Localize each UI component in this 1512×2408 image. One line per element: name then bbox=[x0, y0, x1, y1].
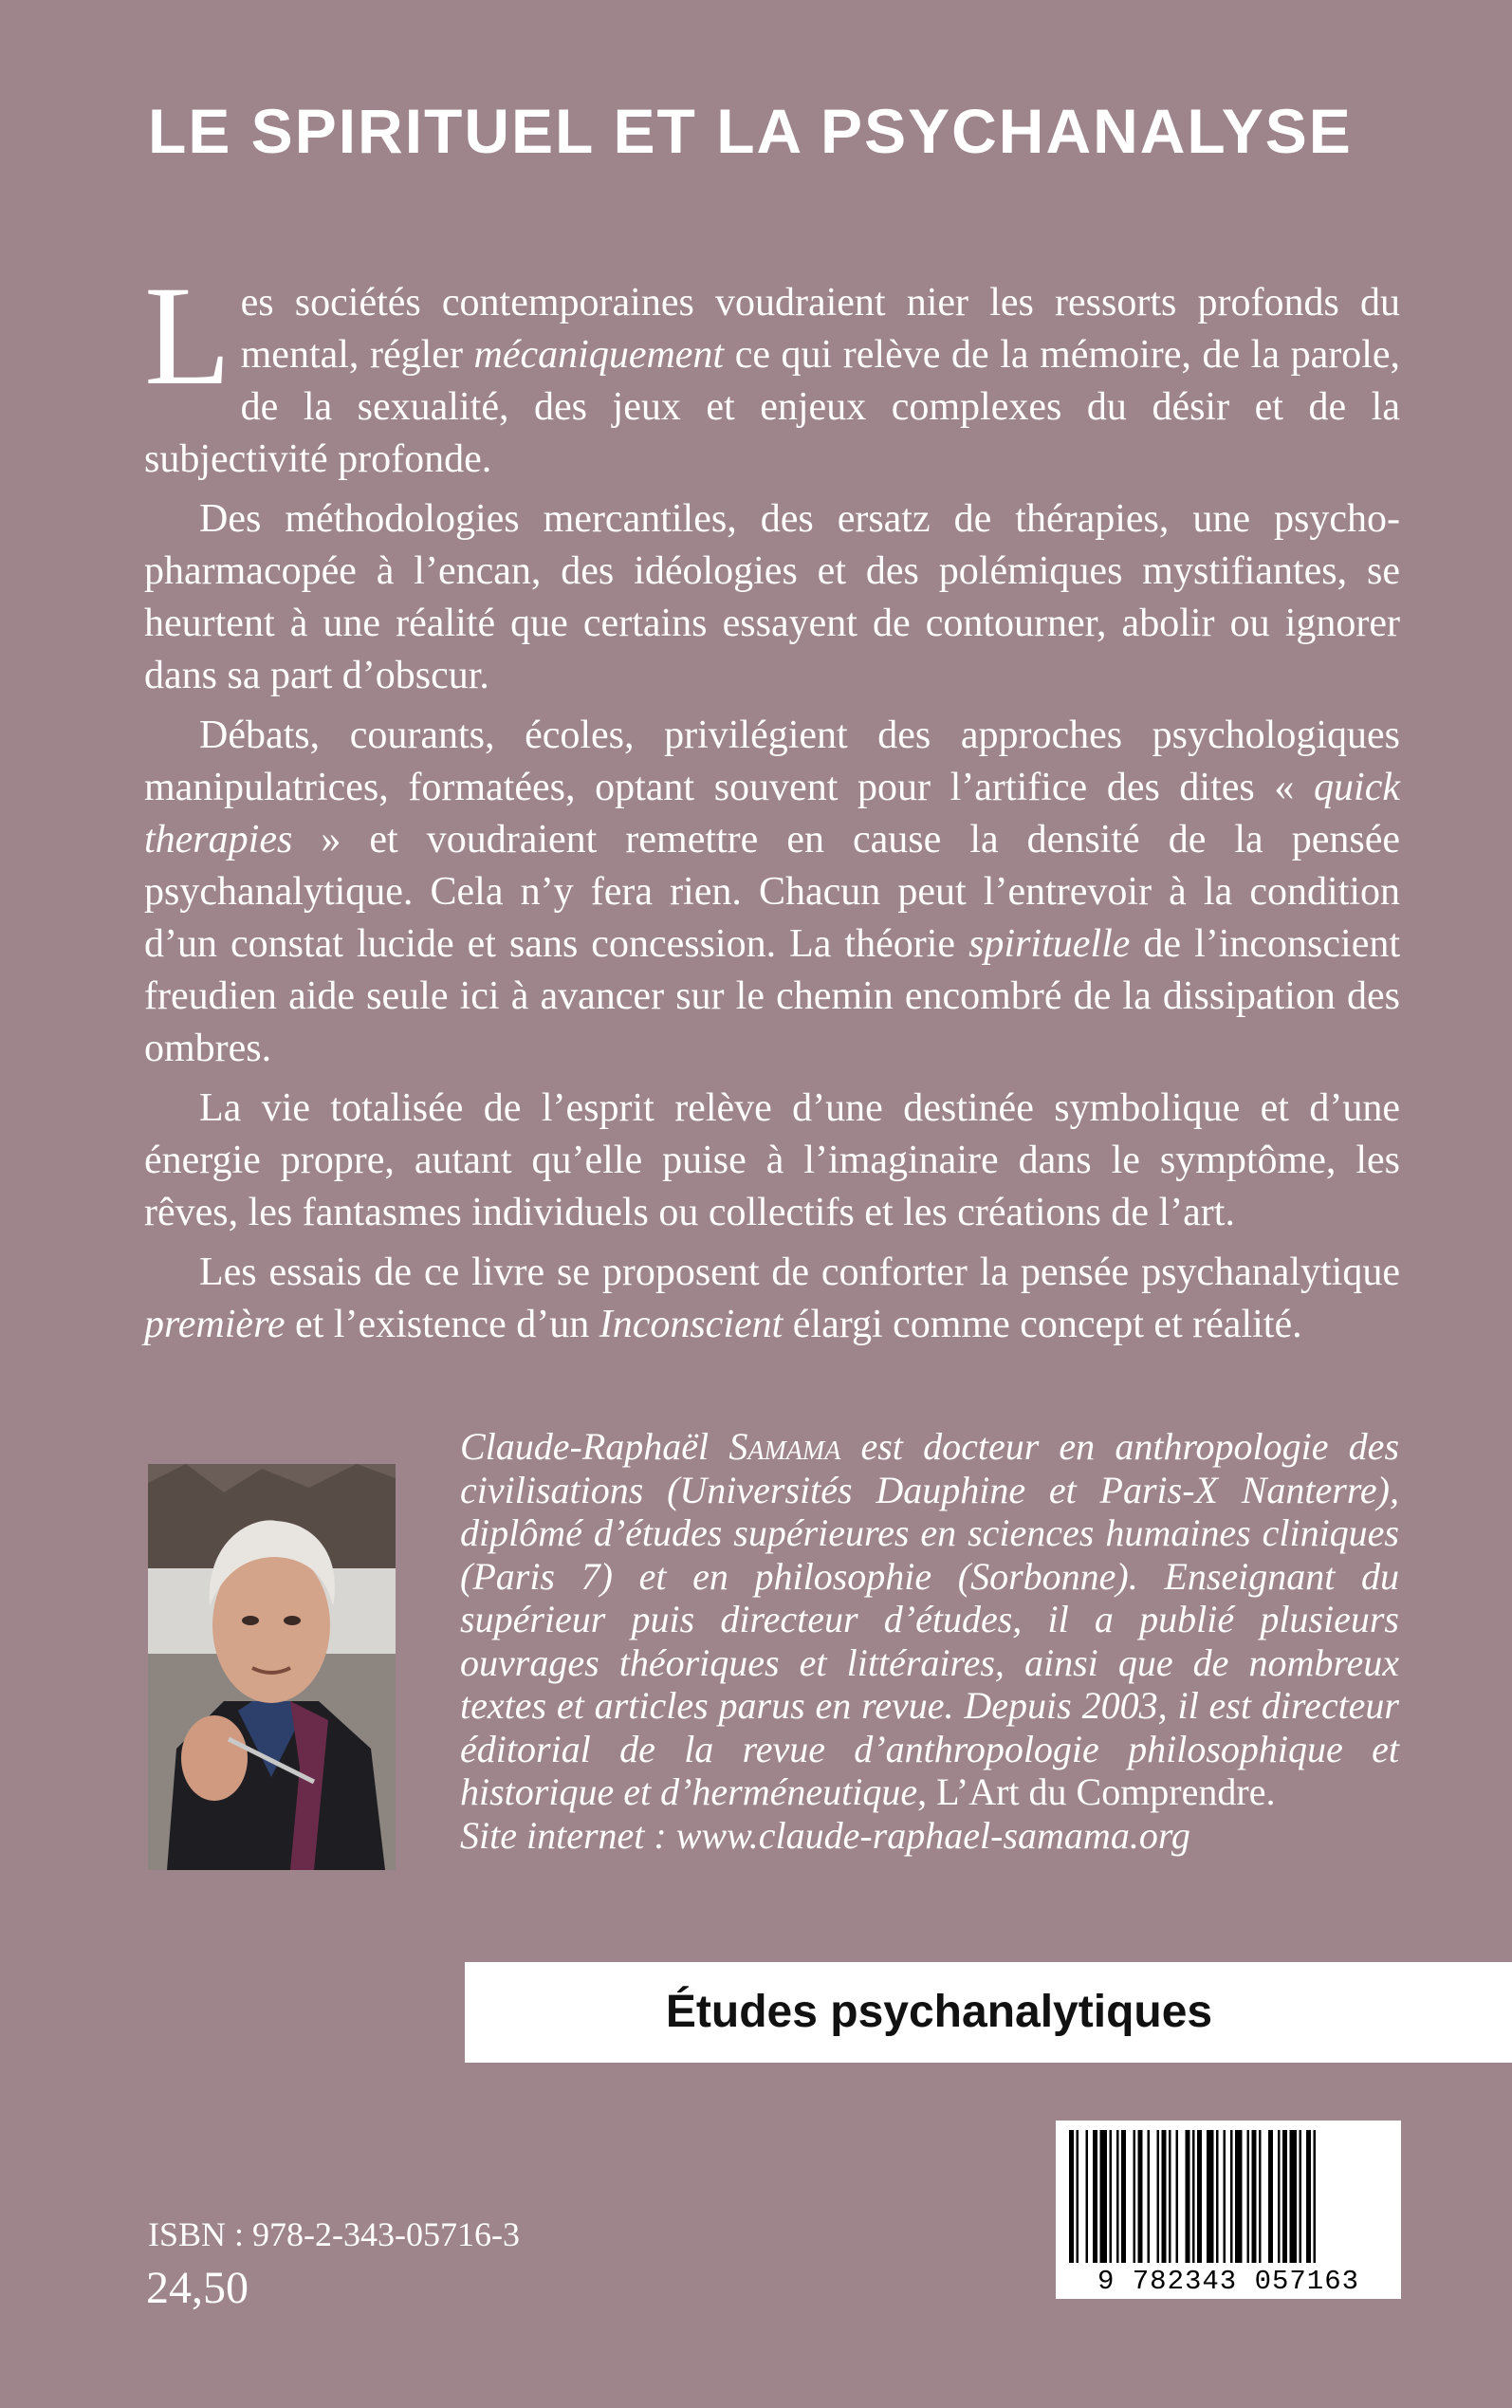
barcode-bar bbox=[1268, 2130, 1273, 2263]
barcode-bar bbox=[1157, 2130, 1160, 2263]
author-website: Site internet : www.claude-raphael-samama.org bbox=[460, 1813, 1190, 1857]
barcode-bar bbox=[1100, 2130, 1108, 2263]
barcode-bar bbox=[1230, 2130, 1233, 2263]
barcode-bar bbox=[1197, 2130, 1202, 2263]
paragraph-1-text: es sociétés contemporaines voudraient nier les ressorts profonds du mental, régler bbox=[240, 281, 1400, 377]
barcode-bar bbox=[1186, 2130, 1190, 2263]
author-first-name: Claude-Raphaël bbox=[460, 1425, 729, 1468]
paragraph-3-text-mid: » et voudraient remettre en cause la densité de la pensée psychanalytique. Cela n’y fera rien. Chacun peut l’entrevoir à la condition d’un constat lucide et sans concession. La théorie bbox=[144, 818, 1400, 966]
back-cover-blurb bbox=[144, 257, 1401, 1359]
book-title: LE SPIRITUEL ET LA PSYCHANALYSE bbox=[148, 96, 1353, 166]
barcode-bar bbox=[1300, 2130, 1302, 2263]
author-last-name: Samama bbox=[728, 1425, 841, 1468]
paragraph-4: La vie totalisée de l’esprit relève d’une destinée symbolique et d’une énergie propre, autant qu’elle puise à l’imaginaire dans le symptôme, les rêves, les fantasmes individuels ou collectifs et les créations de l’art. bbox=[144, 1086, 1400, 1234]
series-name: Études psychanalytiques bbox=[665, 1987, 1213, 2037]
barcode-bar bbox=[1282, 2130, 1287, 2263]
paragraph-5 bbox=[144, 1247, 1400, 1351]
barcode-digits: 9 782343 057163 bbox=[1056, 2266, 1401, 2297]
paragraph-3-text: Débats, courants, écoles, privilégient des approches psychologiques manipulatrices, formatées, optant souvent pour l’artifice des dites « bbox=[144, 713, 1400, 809]
barcode-bar bbox=[1306, 2130, 1311, 2263]
author-photo-illustration bbox=[148, 1464, 396, 1870]
paragraph-1-text-end: ce qui relève de la mémoire, de la parole, de la sexualité, des jeux et enjeux complexes du désir et de la subjectivité profonde. bbox=[144, 333, 1401, 481]
paragraph-1 bbox=[144, 257, 1401, 486]
barcode-bar bbox=[1121, 2130, 1126, 2263]
paragraph-3 bbox=[144, 710, 1400, 1075]
barcode-bar bbox=[1314, 2130, 1317, 2263]
price: 24,50 bbox=[146, 2263, 249, 2313]
barcode-bar bbox=[1093, 2130, 1097, 2263]
isbn: ISBN : 978-2-343-05716-3 bbox=[148, 2215, 520, 2253]
barcode-bar bbox=[1077, 2130, 1079, 2263]
barcode-bar bbox=[1247, 2130, 1250, 2263]
barcode-bar bbox=[1216, 2130, 1219, 2263]
barcode-bar bbox=[1278, 2130, 1281, 2263]
barcode-bar bbox=[1110, 2130, 1113, 2263]
series-banner bbox=[465, 1962, 1512, 2063]
barcode-bar bbox=[1116, 2130, 1119, 2263]
paragraph-1-emphasis: mécaniquement bbox=[473, 333, 725, 377]
barcode-bar bbox=[1134, 2130, 1136, 2263]
barcode-bar bbox=[1207, 2130, 1214, 2263]
barcode-bar bbox=[1069, 2130, 1074, 2263]
barcode-bar bbox=[1224, 2130, 1226, 2263]
paragraph-3-emphasis-2: spirituelle bbox=[968, 922, 1131, 966]
paragraph-3-emphasis: quick therapies bbox=[144, 766, 1400, 861]
author-bio-text: est docteur en anthropologie des civilisations (Universités Dauphine et Paris-X Nanterre), diplômé d’études supérieures en sciences humaines cliniques (Paris 7) et en philosophie (Sorbonne). Enseignant du supérieur puis directeur d’études, il a publié plusieurs ouvrages théoriques et littéraires, ainsi que de nombreux textes et articles parus en revue. Depuis 2003, il est directeur éditorial de la revue d’anthropologie philosophique et historique et d’herméneutique bbox=[460, 1425, 1400, 1813]
barcode-bar bbox=[1290, 2130, 1298, 2263]
drop-cap: L bbox=[144, 257, 231, 415]
barcode bbox=[1056, 2121, 1401, 2299]
paragraph-3-text-end: de l’inconscient freudien aide seule ici à avancer sur le chemin encombré de la dissipation des ombres. bbox=[144, 922, 1401, 1070]
barcode-bar bbox=[1176, 2130, 1179, 2263]
paragraph-5-emphasis: première bbox=[144, 1303, 286, 1346]
paragraph-5-emphasis-2: Inconscient bbox=[599, 1303, 784, 1346]
author-bio-journal: , L’Art du Comprendre. bbox=[917, 1770, 1276, 1813]
paragraph-5-text: Les essais de ce livre se proposent de conforter la pensée psychanalytique bbox=[199, 1250, 1400, 1294]
paragraph-2: Des méthodologies mercantiles, des ersatz de thérapies, une psycho-pharmacopée à l’encan, des idéologies et des polémiques mystifiantes, se heurtent à une réalité que certains essayent de contourner, abolir ou ignorer dans sa part d’obscur. bbox=[144, 497, 1400, 697]
barcode-bar bbox=[1259, 2130, 1262, 2263]
barcode-bar bbox=[1252, 2130, 1257, 2263]
barcode-bar bbox=[1148, 2130, 1151, 2263]
barcode-bar bbox=[1162, 2130, 1167, 2263]
paragraph-5-text-mid: et l’existence d’un bbox=[285, 1303, 599, 1346]
author-bio bbox=[460, 1425, 1399, 1857]
barcode-bar bbox=[1138, 2130, 1143, 2263]
author-photo bbox=[148, 1464, 396, 1870]
barcode-bar bbox=[1086, 2130, 1089, 2263]
barcode-bar bbox=[1192, 2130, 1195, 2263]
barcode-bar bbox=[1169, 2130, 1171, 2263]
paragraph-5-text-end: élargi comme concept et réalité. bbox=[783, 1303, 1302, 1346]
barcode-bar bbox=[1235, 2130, 1243, 2263]
